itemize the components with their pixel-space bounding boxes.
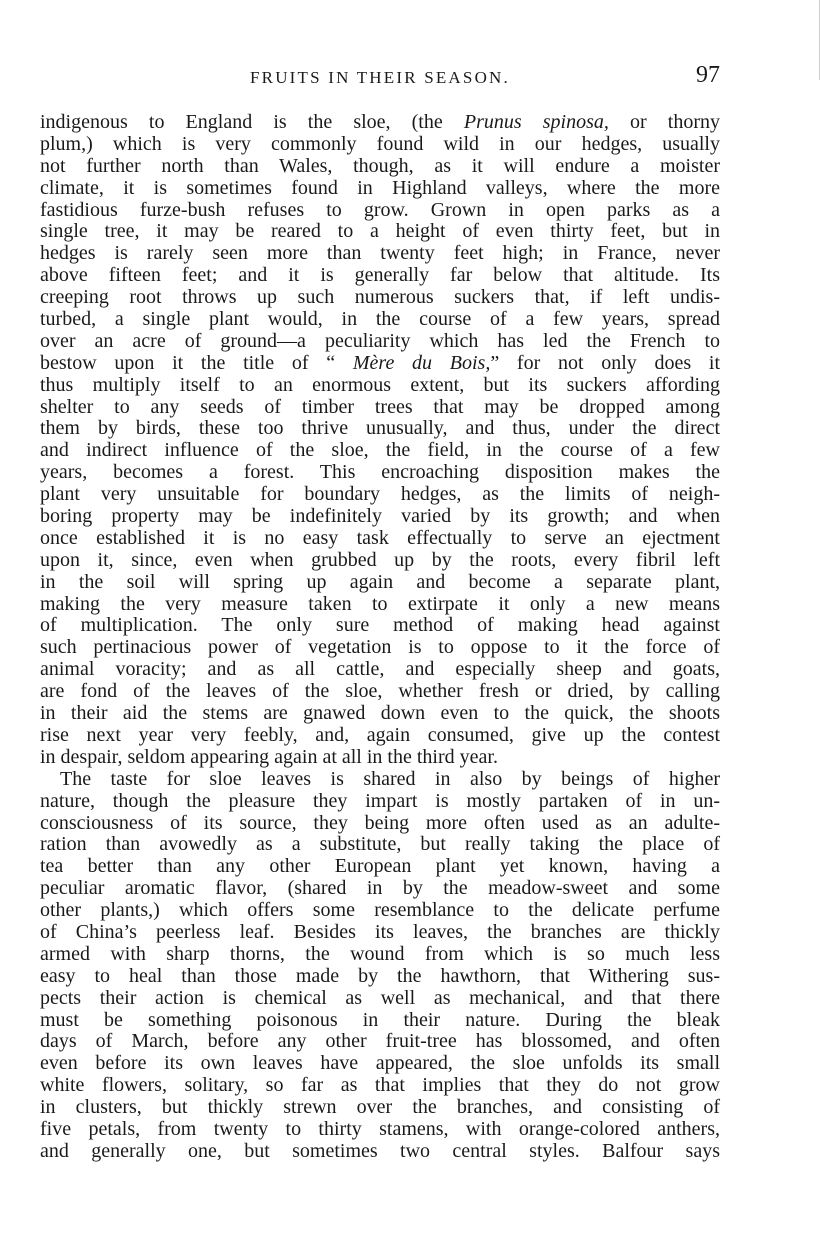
text-span: other plants,) which offers some resemblance to the delicate perfume	[40, 899, 720, 922]
text-span: in the soil will spring up again and become a separate plant,	[40, 570, 720, 593]
text-line	[40, 703, 720, 725]
text-line	[40, 834, 720, 856]
text-line	[40, 659, 720, 681]
text-span: not further north than Wales, though, as it will endure a moister	[40, 154, 720, 177]
text-span: in clusters, but thickly strewn over the branches, and consisting of	[40, 1096, 720, 1119]
text-line	[40, 375, 720, 397]
text-span: such pertinacious power of vegetation is to oppose to it the force of	[40, 636, 720, 659]
text-line	[40, 769, 720, 791]
text-line	[40, 1075, 720, 1097]
text-span: plum,) which is very commonly found wild in our hedges, usually	[40, 132, 720, 155]
text-line	[40, 1031, 720, 1053]
text-span: of multiplication. The only sure method of making head against	[40, 614, 720, 637]
text-line	[40, 178, 720, 200]
text-line	[40, 1053, 720, 1075]
text-span: indigenous to England is the sloe, (the	[40, 111, 464, 133]
text-span: white flowers, solitary, so far as that implies that they do not grow	[40, 1074, 720, 1097]
text-span: pects their action is chemical as well as mechanical, and that there	[40, 986, 720, 1009]
text-span: nature, though the pleasure they impart is mostly partaken of in un-	[40, 789, 720, 812]
text-span: years, becomes a forest. This encroaching disposition makes the	[40, 461, 720, 484]
text-span: thus multiply itself to an enormous extent, but its suckers affording	[40, 373, 720, 396]
text-line	[40, 112, 720, 134]
text-span: above fifteen feet; and it is generally far below that altitude. Its	[40, 264, 720, 287]
text-span: hedges is rarely seen more than twenty feet high; in France, never	[40, 242, 720, 265]
text-span: tea better than any other European plant yet known, having a	[40, 855, 720, 878]
text-span: climate, it is sometimes found in Highland valleys, where the more	[40, 176, 720, 199]
text-span: or thorny	[608, 111, 720, 133]
text-span: The taste for sloe leaves is shared in also by beings of higher	[60, 767, 720, 790]
text-span: bestow upon it the title of “	[40, 351, 353, 374]
text-span: ” for not only does it	[490, 351, 720, 374]
text-span: days of March, before any other fruit-tree has blossomed, and often	[40, 1030, 720, 1053]
text-line	[40, 572, 720, 594]
text-span: even before its own leaves have appeared, the sloe unfolds its small	[40, 1052, 720, 1075]
text-span: peculiar aromatic flavor, (shared in by the meadow-sweet and some	[40, 877, 720, 900]
running-title: FRUITS IN THEIR SEASON.	[250, 68, 510, 87]
text-span: animal voracity; and as all cattle, and especially sheep and goats,	[40, 658, 720, 681]
text-span: are fond of the leaves of the sloe, whether fresh or dried, by calling	[40, 680, 720, 703]
italic-text-span: Prunus spinosa,	[463, 111, 609, 133]
text-line	[40, 725, 720, 747]
text-line	[40, 506, 720, 528]
italic-text-span: Mère du Bois,	[352, 351, 491, 374]
text-line	[40, 681, 720, 703]
text-line	[40, 287, 720, 309]
text-span: ration than avowedly as a substitute, but really taking the place of	[40, 833, 720, 856]
text-line	[40, 1119, 720, 1141]
text-line	[40, 156, 720, 178]
text-line	[40, 594, 720, 616]
text-line	[40, 484, 720, 506]
text-span: of China’s peerless leaf. Besides its leaves, the branches are thickly	[40, 920, 720, 943]
text-line	[40, 1141, 720, 1163]
text-line	[40, 397, 720, 419]
text-line	[40, 747, 720, 769]
text-span: armed with sharp thorns, the wound from which is so much less	[40, 942, 720, 965]
text-span: single tree, it may be reared to a height of even thirty feet, but in	[40, 220, 720, 243]
text-span: in despair, seldom appearing again at all in the third year.	[40, 745, 498, 768]
text-line	[40, 331, 720, 353]
text-line	[40, 243, 720, 265]
text-line	[40, 878, 720, 900]
text-span: creeping root throws up such numerous suckers that, if left undis-	[40, 286, 720, 309]
text-line	[40, 813, 720, 835]
text-span: once established it is no easy task effectually to serve an ejectment	[40, 526, 720, 549]
text-span: boring property may be indefinitely varied by its growth; and when	[40, 505, 720, 528]
text-line	[40, 856, 720, 878]
text-span: fastidious furze-bush refuses to grow. Grown in open parks as a	[40, 198, 720, 221]
text-line	[40, 134, 720, 156]
body-text	[40, 112, 720, 1163]
text-line	[40, 637, 720, 659]
text-span: making the very measure taken to extirpate it only a new means	[40, 592, 720, 615]
text-line	[40, 791, 720, 813]
text-span: and generally one, but sometimes two central styles. Balfour says	[40, 1139, 720, 1162]
text-line	[40, 1010, 720, 1032]
text-line	[40, 221, 720, 243]
text-line	[40, 309, 720, 331]
running-head	[40, 62, 720, 92]
text-line	[40, 528, 720, 550]
text-span: easy to heal than those made by the hawthorn, that Withering sus-	[40, 964, 720, 987]
text-line	[40, 440, 720, 462]
text-line	[40, 353, 720, 375]
text-span: and indirect influence of the sloe, the field, in the course of a few	[40, 439, 720, 462]
text-line	[40, 922, 720, 944]
text-span: plant very unsuitable for boundary hedges, as the limits of neigh-	[40, 483, 720, 506]
text-span: consciousness of its source, they being more often used as an adulte-	[40, 811, 720, 834]
text-line	[40, 1097, 720, 1119]
text-span: must be something poisonous in their nature. During the bleak	[40, 1008, 720, 1031]
text-line	[40, 615, 720, 637]
text-span: rise next year very feebly, and, again consumed, give up the contest	[40, 723, 720, 746]
text-line	[40, 988, 720, 1010]
text-span: them by birds, these too thrive unusually, and thus, under the direct	[40, 417, 720, 440]
text-line	[40, 462, 720, 484]
text-span: upon it, since, even when grubbed up by the roots, every fibril left	[40, 548, 720, 571]
text-line	[40, 966, 720, 988]
text-line	[40, 550, 720, 572]
text-line	[40, 265, 720, 287]
text-span: shelter to any seeds of timber trees that may be dropped among	[40, 395, 720, 418]
text-line	[40, 944, 720, 966]
text-span: in their aid the stems are gnawed down even to the quick, the shoots	[40, 702, 720, 725]
text-span: over an acre of ground—a peculiarity which has led the French to	[40, 329, 720, 352]
page-number: 97	[696, 62, 720, 88]
text-line	[40, 900, 720, 922]
text-span: five petals, from twenty to thirty stamens, with orange-colored anthers,	[40, 1117, 720, 1140]
text-line	[40, 200, 720, 222]
text-span: turbed, a single plant would, in the course of a few years, spread	[40, 308, 720, 331]
text-line	[40, 418, 720, 440]
